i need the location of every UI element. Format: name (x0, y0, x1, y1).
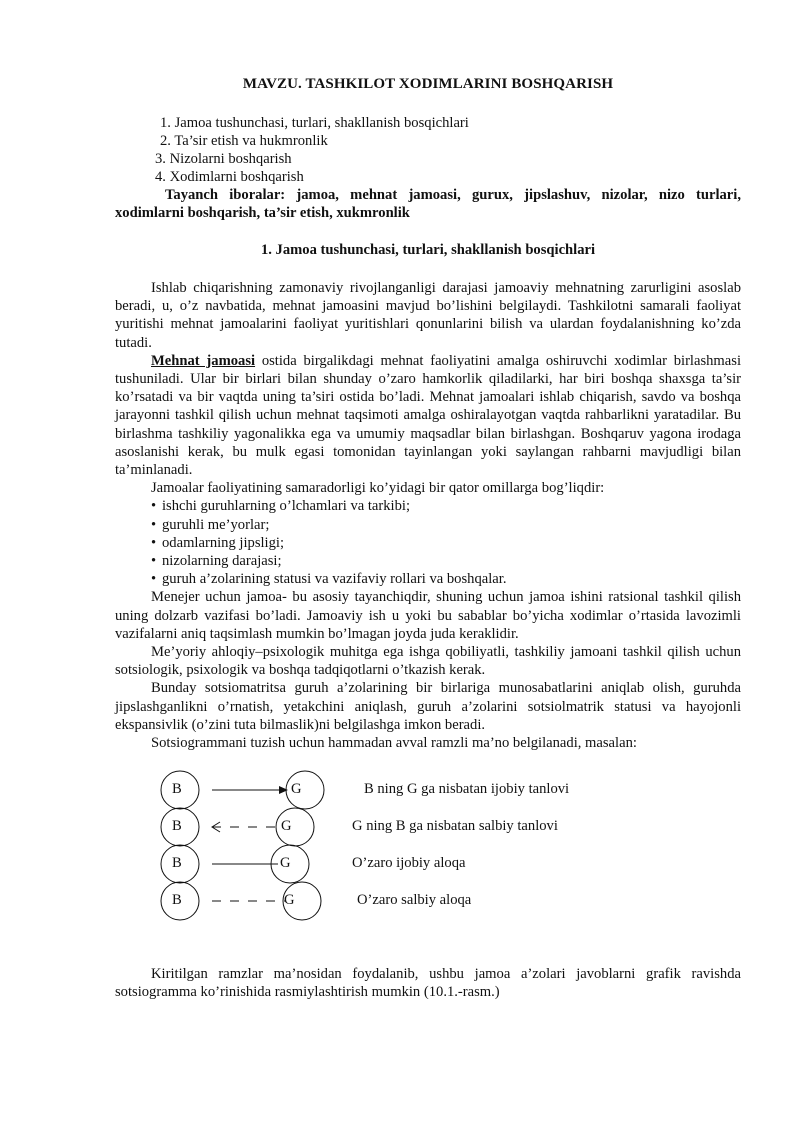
paragraph-2 (115, 352, 741, 479)
symbol-description: O’zaro salbiy aloqa (357, 892, 472, 908)
bullet-icon: • (151, 571, 157, 588)
list-item: • guruh a’zolarining statusi va vazifaviy rollari va boshqalar. (151, 571, 507, 588)
node-label-g: G (284, 892, 295, 908)
list-item: • guruhli me’yorlar; (151, 516, 270, 533)
plan-item-2: 2. Ta’sir etish va hukmronlik (160, 133, 328, 149)
factors-list (115, 497, 741, 588)
symbol-description: G ning B ga nisbatan salbiy tanlovi (352, 818, 558, 834)
node-label-g: G (281, 818, 292, 834)
node-label-b: B (172, 781, 182, 797)
paragraph-2-text: ostida birgalikdagi mehnat faoliyatini amalga oshiruvchi xodimlar birlashmasi tushuniladi. Ular bir birlari bilan shunday o’zaro hamkorlik qiladilarki, har biri boshqa shaxsga ta’sir ko’rsatadi va bir vaqtda uning ta’siri ostida bo’ladi. Mehnat jamoalari ishlab chiqarish, savdo va boshqa jarayonni tashkil qilish uchun mehnat taqsimoti amalga oshiralayotgan vaqtda rahbarlikni yaratadilar. Bu birlashma tashkiliy yagonalikka ega va umumiy maqsadlar bilan birlashgan. Boshqaruv yagona irodaga asoslanishi kerak, bu mulk egasi tomonidan tayinlangan yoki saylangan rahbarni mavjudligi bilan ta’minlanadi. (115, 352, 741, 479)
plan-item-1: 1. Jamoa tushunchasi, turlari, shakllanish bosqichlari (160, 115, 469, 131)
paragraph-4: Menejer uchun jamoa- bu asosiy tayanchiqdir, shuning uchun jamoa ishini ratsional tashkil qilish uning dolzarb vazifasi bo’ladi. Jamoaviy ish u yoki bu sabablar bo’yicha xodimlar o’rtasida lavozimli vazifalarni aniq taqsimlash mumkin bo’lmagan joyda juda keraklidir. (115, 589, 741, 642)
closing-text (115, 965, 741, 1001)
list-item: • odamlarning jipsligi; (151, 534, 285, 551)
node-label-b: B (172, 818, 182, 834)
node-label-g: G (291, 781, 302, 797)
list-item: • nizolarning darajasi; (151, 553, 282, 570)
body-text (115, 279, 741, 752)
symbol-description: B ning G ga nisbatan ijobiy tanlovi (364, 781, 570, 797)
paragraph-8: Kiritilgan ramzlar ma’nosidan foydalanib, ushbu jamoa a’zolari javoblarni grafik ravishda sotsiogramma ko’rinishida rasmiylashtirish mumkin (10.1.-rasm.) (115, 966, 741, 1001)
plan-item-3: 3. Nizolarni boshqarish (155, 151, 292, 167)
bullet-icon: • (151, 553, 157, 570)
bullet-icon: • (151, 534, 157, 551)
term-mehnat-jamoasi: Mehnat jamoasi (151, 352, 256, 369)
paragraph-3: Jamoalar faoliyatining samaradorligi ko’yidagi bir qator omillarga bog’liqdir: (151, 480, 605, 497)
paragraph-1: Ishlab chiqarishning zamonaviy rivojlanganligi darajasi jamoaviy mehnatning zarurligini asoslab beradi, u, o’z navbatida, mehnat jamoasini mavjud bo’lishini belgilaydi. Tashkilotni samarali faoliyat yuritishi mehnat jamoalarini faoliyat yuritishlari qonunlarini bilish va ulardan foydalanishning ko’zda tutadi. (115, 280, 741, 351)
node-label-b: B (172, 855, 182, 871)
node-label-g: G (280, 855, 291, 871)
sociogram-symbols (0, 770, 800, 930)
node-label-b: B (172, 892, 182, 908)
document-title: MAVZU. TASHKILOT XODIMLARINI BOSHQARISH (242, 76, 614, 92)
paragraph-5: Me’yoriy ahloqiy–psixologik muhitga ega ishga qobiliyatli, tashkiliy jamoani tashkil qilish uchun sotsiologik, psixologik va boshqa tadqiqotlarni o’tkazish kerak. (115, 644, 741, 679)
section-title: 1. Jamoa tushunchasi, turlari, shakllanish bosqichlari (260, 242, 596, 258)
bullet-icon: • (151, 498, 157, 515)
keywords-text: Tayanch iboralar: jamoa, mehnat jamoasi, gurux, jipslashuv, nizolar, nizo turlari, xodimlarni boshqarish, ta’sir etish, xukmronlik (115, 187, 741, 222)
list-item: • ishchi guruhlarning o’lchamlari va tarkibi; (151, 498, 411, 515)
symbol-description: O’zaro ijobiy aloqa (352, 855, 466, 871)
paragraph-6: Bunday sotsiomatritsa guruh a’zolarining bir birlariga munosabatlarini aniqlab olish, guruhda jipslashganlikni o’rnatish, yetakchini aniqlash, guruh a’zolarini sotsiolmatrik statusi va hayojonli ekspansivlik (o’zini tuta bilmaslik)ni belgilashga imkon beradi. (115, 680, 741, 733)
bullet-icon: • (151, 516, 157, 533)
paragraph-7: Sotsiogrammani tuzish uchun hammadan avval ramzli ma’no belgilanadi, masalan: (151, 735, 637, 752)
plan-item-4: 4. Xodimlarni boshqarish (155, 169, 304, 185)
keywords-block (115, 186, 741, 222)
